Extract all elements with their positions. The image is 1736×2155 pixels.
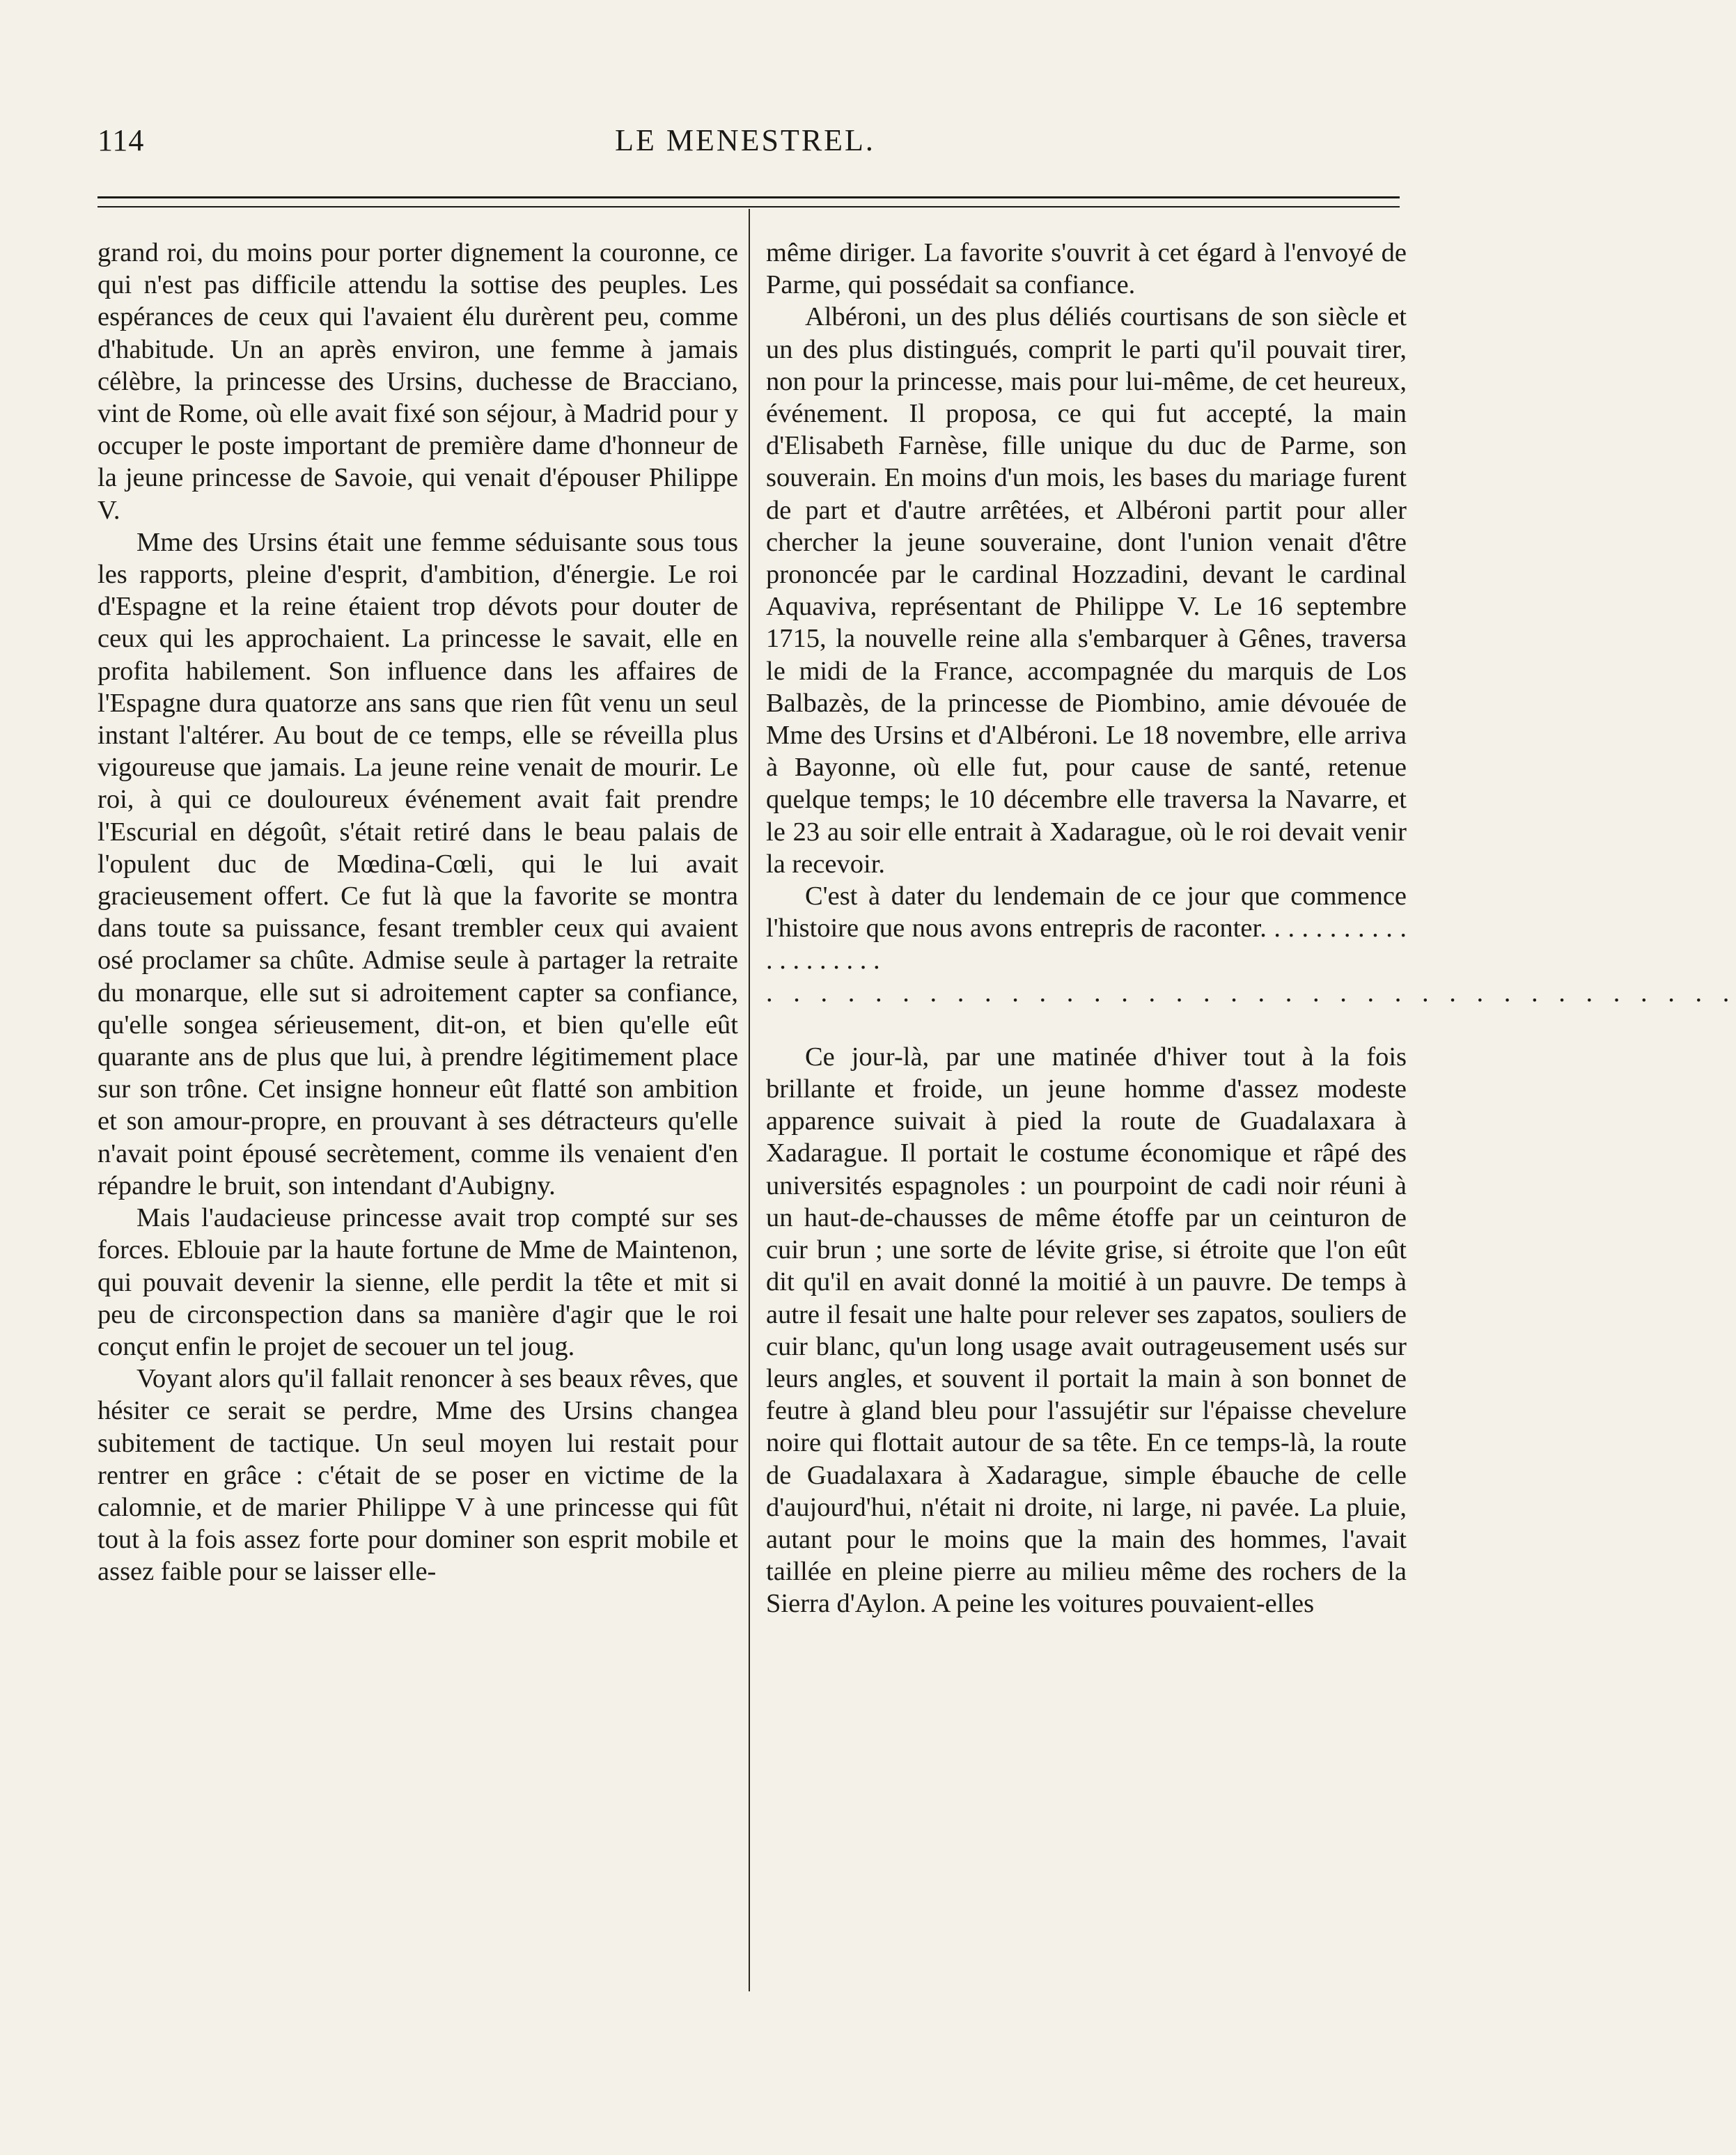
paragraph: même diriger. La favorite s'ouvrit à cet égard à l'envoyé de Parme, qui possédait sa confiance. xyxy=(766,238,1407,300)
left-column xyxy=(97,237,738,1588)
paragraph: Voyant alors qu'il fallait renoncer à ses beaux rêves, que hésiter ce serait se perdre, Mme des Ursins changea subitement de tactique. Un seul moyen lui restait pour rentrer en grâce : c'était de se poser en victime de la calomnie, et de marier Philippe V à une princesse qui fût tout à la fois assez forte pour dominer son esprit mobile et assez faible pour se laisser elle- xyxy=(97,1364,738,1587)
paragraph: Albéroni, un des plus déliés courtisans de son siècle et un des plus distingués, comprit le parti qu'il pouvait tirer, non pour la princesse, mais pour lui-même, de cet heureux, événement. Il proposa, ce qui fut accepté, la main d'Elisabeth Farnèse, fille unique du duc de Parme, son souverain. En moins d'un mois, les bases du mariage furent de part et d'autre arrêtées, et Albéroni partit pour aller chercher la jeune souveraine, dont l'union venait d'être prononcée par le cardinal Hozzadini, devant le cardinal Aquaviva, représentant de Philippe V. Le 16 septembre 1715, la nouvelle reine alla s'embarquer à Gênes, traversa le midi de la France, accompagnée du marquis de Los Balbazès, de la princesse de Piombino, amie dévouée de Mme des Ursins et d'Albéroni. Le 18 novembre, elle arriva à Bayonne, où elle fut, pour cause de santé, retenue quelque temps; le 10 décembre elle traversa la Navarre, et le 23 au soir elle entrait à Xadarague, où le roi devait venir la recevoir. xyxy=(766,302,1407,879)
header-rule xyxy=(97,196,1400,198)
column-separator xyxy=(749,209,750,1991)
paragraph: C'est à dater du lendemain de ce jour que commence l'histoire que nous avons entrepris de raconter. . . . . . . . . . . . . . . . . . . . xyxy=(766,881,1407,975)
running-title: LE MENESTREL. xyxy=(615,123,875,157)
page-header xyxy=(97,117,1393,167)
paragraph: Ce jour-là, par une matinée d'hiver tout à la fois brillante et froide, un jeune homme d'assez modeste apparence suivait à pied la route de Guadalaxara à Xadarague. Il portait le costume économique et râpé des universités espagnoles : un pourpoint de cadi noir réuni à un haut-de-chausses de même étoffe par un ceinturon de cuir brun ; une sorte de lévite grise, si étroite que l'on eût dit qu'il en avait donné la moitié à un pauvre. De temps à autre il fesait une halte pour relever ses zapatos, souliers de cuir blanc, qu'un long usage avait outrageusement usés sur leurs angles, et souvent il portait la main à son bonnet de feutre à gland bleu pour l'assujétir sur l'épaisse chevelure noire qui flottait autour de sa tête. En ce temps-là, la route de Guadalaxara à Xadarague, simple ébauche de celle d'aujourd'hui, n'était ni droite, ni large, ni pavée. La pluie, autant pour le moins que la main des hommes, l'avait taillée en pleine pierre au milieu même des rochers de la Sierra d'Aylon. A peine les voitures pouvaient-elles xyxy=(766,1042,1407,1619)
paragraph: Mme des Ursins était une femme séduisante sous tous les rapports, pleine d'esprit, d'ambition, d'énergie. Le roi d'Espagne et la reine étaient trop dévots pour douter de ceux qui les approchaient. La princesse le savait, elle en profita habilement. Son influence dans les affaires de l'Espagne dura quatorze ans sans que rien fût venu un seul instant l'altérer. Au bout de ce temps, elle se réveilla plus vigoureuse que jamais. La jeune reine venait de mourir. Le roi, à qui ce douloureux événement avait fait prendre l'Escurial en dégoût, s'était retiré dans le beau palais de l'opulent duc de Mœdina-Cœli, qui le lui avait gracieusement offert. Ce fut là que la favorite se montra dans toute sa puissance, fesant trembler ceux qui avaient osé proclamer sa chûte. Admise seule à partager la retraite du monarque, elle sut si adroitement capter sa confiance, qu'elle songea sérieusement, dit-on, et bien qu'elle eût quarante ans de plus que lui, à prendre légitimement place sur son trône. Cet insigne honneur eût flatté son ambition et son amour-propre, en prouvant à ses détracteurs qu'elle n'avait point épousé secrètement, comme ils venaient d'en répandre le bruit, son intendant d'Aubigny. xyxy=(97,527,738,1200)
paragraph: grand roi, du moins pour porter dignement la couronne, ce qui n'est pas difficile attendu la sottise des peuples. Les espérances de ceux qui l'avaient élu durèrent peu, comme d'habitude. Un an après environ, une femme à jamais célèbre, la princesse des Ursins, duchesse de Bracciano, vint de Rome, où elle avait fixé son séjour, à Madrid pour y occuper le poste important de première dame d'honneur de la jeune princesse de Savoie, qui venait d'épouser Philippe V. xyxy=(97,238,738,525)
page-number: 114 xyxy=(97,123,145,157)
section-break-dots: . . . . . . . . . . . . . . . . . . . . . . . . . . . . . . . . . . . . xyxy=(766,978,1736,1008)
right-column xyxy=(766,237,1736,1620)
header-rule-secondary xyxy=(97,206,1400,207)
paragraph: Mais l'audacieuse princesse avait trop compté sur ses forces. Eblouie par la haute fortune de Mme de Maintenon, qui pouvait devenir la sienne, elle perdit la tête et mit si peu de circonspection dans sa manière d'agir que le roi conçut enfin le projet de secouer un tel joug. xyxy=(97,1203,738,1361)
